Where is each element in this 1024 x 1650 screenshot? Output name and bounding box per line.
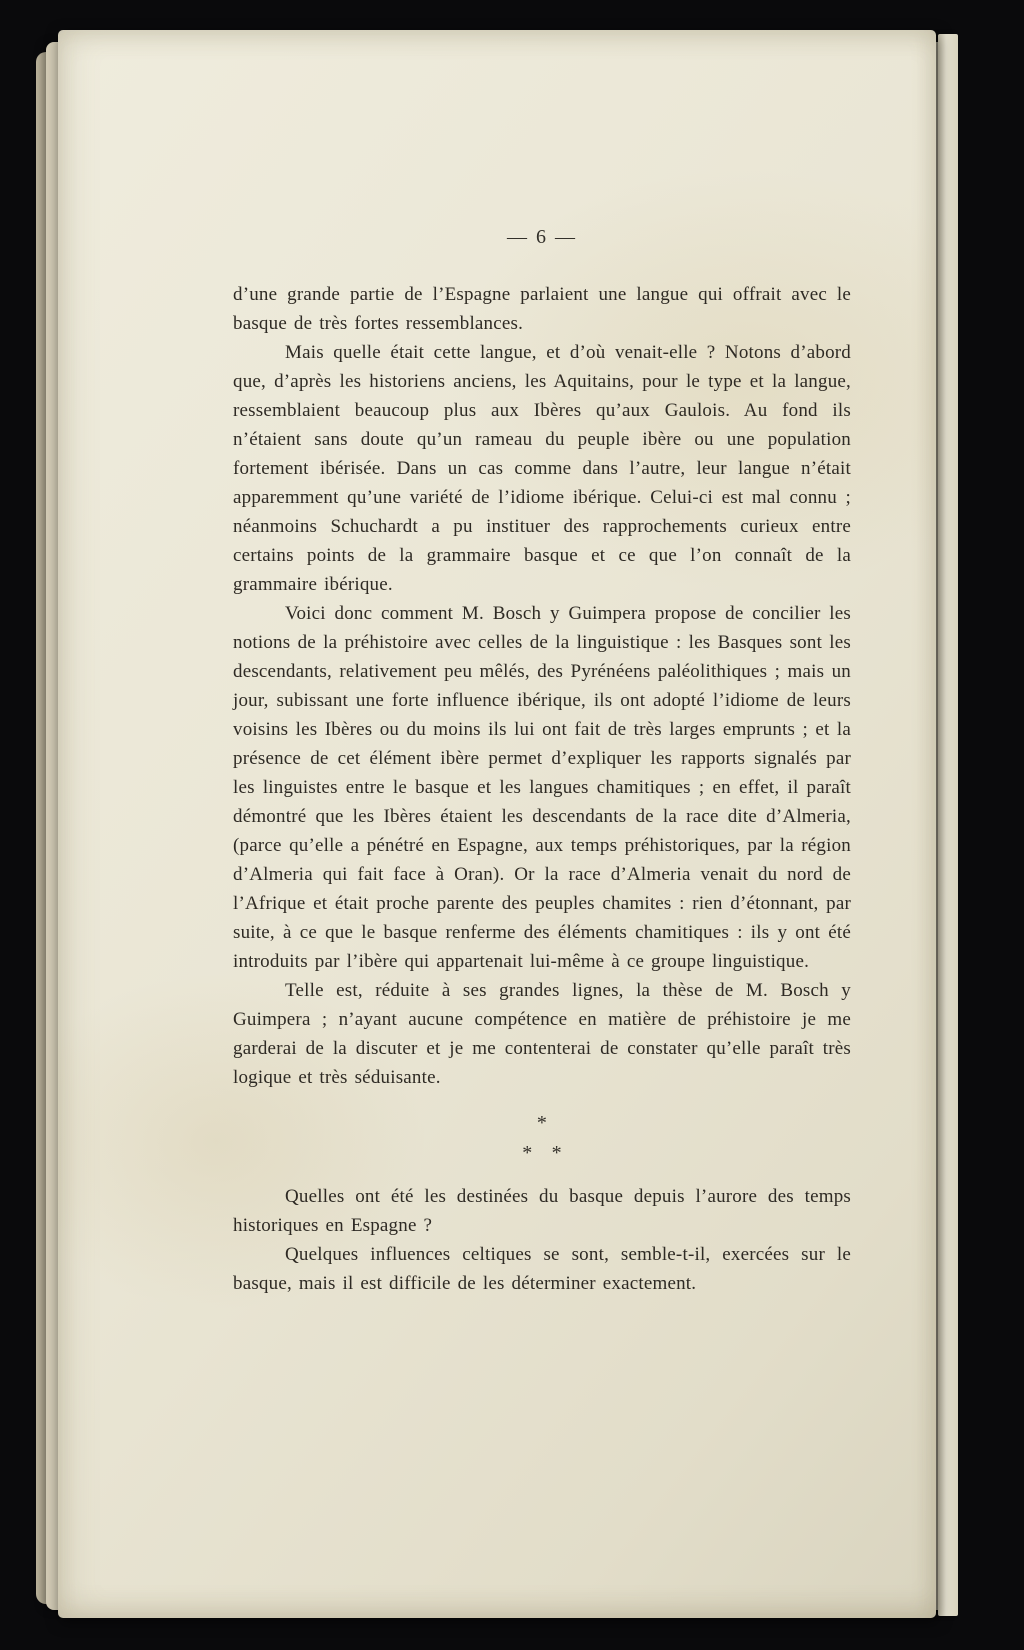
- asterism-separator: [233, 1108, 851, 1168]
- adjacent-page-edge: [938, 34, 958, 1616]
- asterism-line: * *: [522, 1142, 562, 1164]
- paragraph: Telle est, réduite à ses grandes lignes, la thèse de M. Bosch y Guimpera ; n’ayant aucune compétence en matière de préhistoire je me garderai de la discuter et je me contenterai de constater qu’elle paraît très logique et très séduisante.: [233, 980, 851, 1088]
- paragraph: Quelques influences celtiques se sont, semble-t-il, exercées sur le basque, mais il est difficile de les déterminer exactement.: [233, 1244, 851, 1294]
- paragraph: Mais quelle était cette langue, et d’où venait-elle ? Notons d’abord que, d’après les historiens anciens, les Aquitains, pour le type et la langue, ressemblaient beaucoup plus aux Ibères qu’aux Gaulois. Au fond ils n’étaient sans doute qu’un rameau du peuple ibère ou une population fortement ibérisée. Dans un cas comme dans l’autre, leur langue n’était apparemment qu’une variété de l’idiome ibérique. Celui-ci est mal connu ; néanmoins Schuchardt a pu instituer des rapprochements curieux entre certains points de la grammaire basque et ce que l’on connaît de la grammaire ibérique.: [233, 342, 851, 595]
- page-number: — 6 —: [507, 226, 577, 248]
- page-text: [233, 280, 851, 1298]
- paragraph: d’une grande partie de l’Espagne parlaient une langue qui offrait avec le basque de très fortes ressemblances.: [233, 284, 851, 334]
- paragraph: Voici donc comment M. Bosch y Guimpera propose de concilier les notions de la préhistoire avec celles de la linguistique : les Basques sont les descendants, relativement peu mêlés, des Pyrénéens paléolithiques ; mais un jour, subissant une forte influence ibérique, ils ont adopté l’idiome de leurs voisins les Ibères ou du moins ils lui ont fait de très larges emprunts ; et la présence de cet élément ibère permet d’expliquer les rapports signalés par les linguistes entre le basque et les langues chamitiques ; en effet, il paraît démontré que les Ibères étaient les descendants de la race dite d’Almeria, (parce qu’elle a pénétré en Espagne, aux temps préhistoriques, par la région d’Almeria qui fait face à Oran). Or la race d’Almeria venait du nord de l’Afrique et était proche parente des peuples chamites : rien d’étonnant, par suite, à ce que le basque renferme des éléments chamitiques : ils y ont été introduits par l’ibère qui appartenait lui-même à ce groupe linguistique.: [233, 603, 851, 972]
- asterism-line: *: [536, 1112, 548, 1134]
- book-page: [58, 30, 936, 1618]
- paragraph: Quelles ont été les destinées du basque depuis l’aurore des temps historiques en Espagne ?: [233, 1186, 851, 1236]
